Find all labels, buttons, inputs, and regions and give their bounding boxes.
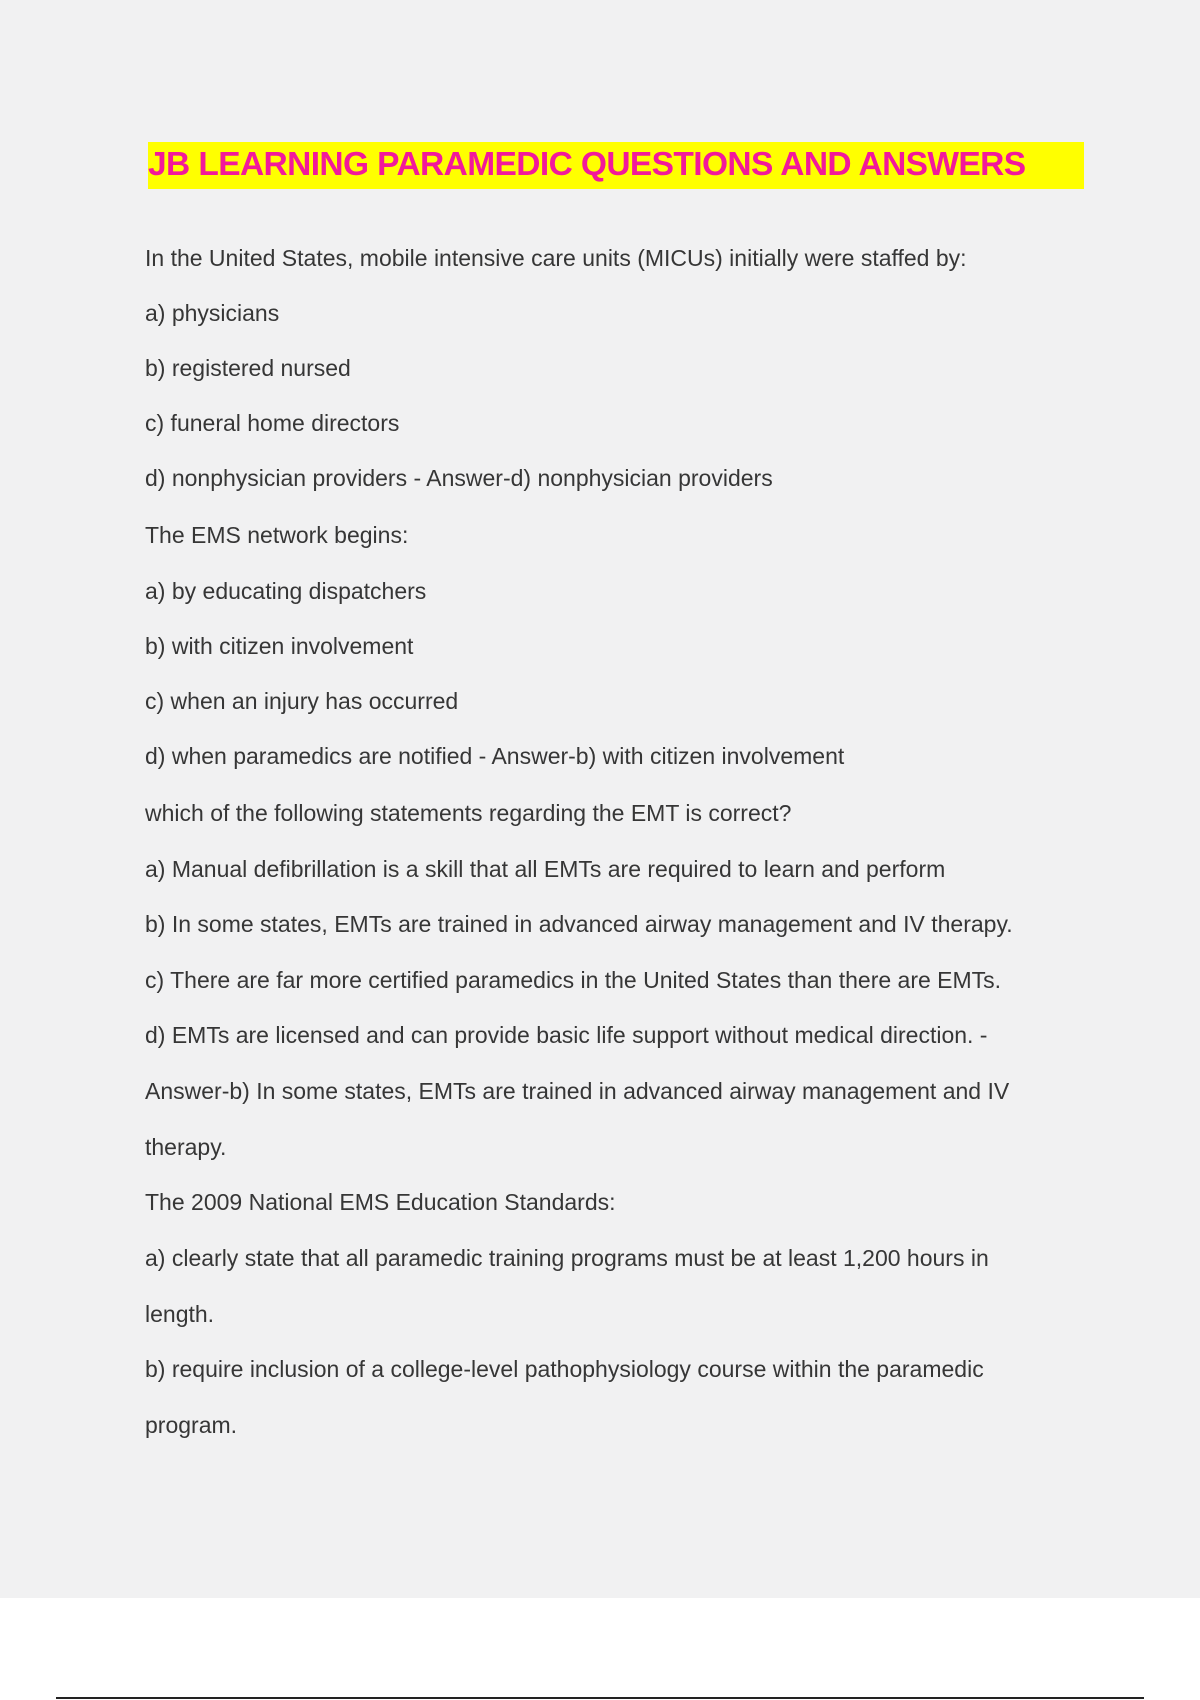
- question-3-answer: Answer-b) In some states, EMTs are trained in advanced airway management and IV: [145, 1078, 1010, 1104]
- question-3-option-c: c) There are far more certified paramedics in the United States than there are EMTs.: [145, 967, 1002, 993]
- page-footer: [0, 1598, 1200, 1700]
- question-4-option-a-cont: length.: [145, 1301, 215, 1327]
- question-3: which of the following statements regarding the EMT is correct?: [145, 800, 792, 826]
- question-1-option-a: a) physicians: [145, 300, 280, 326]
- question-1-option-b: b) registered nursed: [145, 355, 351, 381]
- question-2-option-a: a) by educating dispatchers: [145, 578, 427, 604]
- question-2-option-b: b) with citizen involvement: [145, 633, 414, 659]
- question-4-option-a: a) clearly state that all paramedic training programs must be at least 1,200 hours in: [145, 1245, 989, 1271]
- question-1-option-c: c) funeral home directors: [145, 410, 400, 436]
- question-1-option-d-answer: d) nonphysician providers - Answer-d) nonphysician providers: [145, 465, 773, 491]
- question-1: In the United States, mobile intensive care units (MICUs) initially were staffed by:: [145, 245, 967, 271]
- document-title: JB LEARNING PARAMEDIC QUESTIONS AND ANSWERS: [148, 146, 1026, 183]
- question-4-option-b: b) require inclusion of a college-level pathophysiology course within the paramedic: [145, 1356, 984, 1382]
- question-4-option-b-cont: program.: [145, 1412, 238, 1438]
- question-2-option-d-answer: d) when paramedics are notified - Answer-b) with citizen involvement: [145, 743, 845, 769]
- question-3-option-d: d) EMTs are licensed and can provide basic life support without medical direction. -: [145, 1022, 988, 1048]
- question-2: The EMS network begins:: [145, 522, 409, 548]
- question-3-answer-cont: therapy.: [145, 1134, 227, 1160]
- question-2-option-c: c) when an injury has occurred: [145, 688, 459, 714]
- question-4: The 2009 National EMS Education Standards:: [145, 1189, 616, 1215]
- footer-divider: [56, 1697, 1144, 1699]
- question-3-option-a: a) Manual defibrillation is a skill that all EMTs are required to learn and perform: [145, 856, 946, 882]
- question-3-option-b: b) In some states, EMTs are trained in advanced airway management and IV therapy.: [145, 911, 1013, 937]
